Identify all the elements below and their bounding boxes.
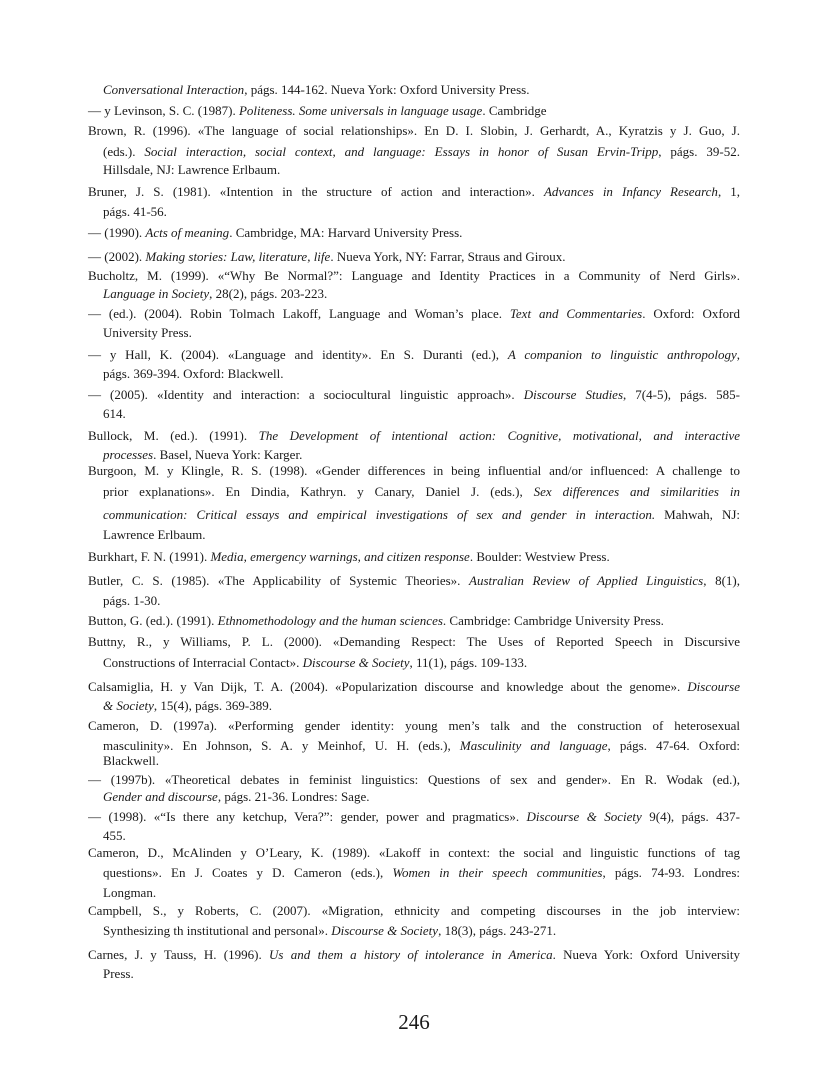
- reference-text: págs. 41-56.: [103, 204, 167, 219]
- reference-text: . Nueva York, NY: Farrar, Straus and Giroux.: [330, 249, 566, 264]
- reference-text: — (1990).: [88, 225, 146, 240]
- italic-title-text: Discourse & Society: [331, 923, 439, 938]
- reference-text: , págs. 39-52.: [658, 144, 740, 159]
- reference-text: Campbell, S., y Roberts, C. (2007). «Migration, ethnicity and competing discourses in the job interview:: [88, 903, 740, 918]
- reference-text: . Boulder: Westview Press.: [469, 549, 610, 564]
- reference-continuation-line: [103, 204, 740, 220]
- italic-title-text: The Development of intentional action: Cognitive, motivational, and interactive: [258, 428, 740, 443]
- reference-text: prior explanations». En Dindia, Kathryn. y Canary, Daniel J. (eds.),: [103, 484, 534, 499]
- reference-text: Lawrence Erlbaum.: [103, 527, 206, 542]
- reference-entry-line: [88, 947, 740, 963]
- reference-text: Constructions of Interracial Contact».: [103, 655, 303, 670]
- reference-continuation-line: [103, 325, 740, 341]
- italic-title-text: Women in their speech communities: [392, 865, 603, 880]
- reference-text: , 28(2), págs. 203-223.: [209, 286, 328, 301]
- reference-text: Bucholtz, M. (1999). «“Why Be Normal?”: Language and Identity Practices in a Community of Nerd Girls».: [88, 268, 740, 283]
- reference-text: Burkhart, F. N. (1991).: [88, 549, 211, 564]
- reference-text: Buttny, R., y Williams, P. L. (2000). «Demanding Respect: The Uses of Reported Speech in Discursive: [88, 634, 740, 649]
- reference-text: Calsamiglia, H. y Van Dijk, T. A. (2004). «Popularization discourse and knowledge about the genome».: [88, 679, 688, 694]
- reference-text: questions». En J. Coates y D. Cameron (eds.),: [103, 865, 393, 880]
- reference-text: , 8(1),: [703, 573, 740, 588]
- italic-title-text: Politeness. Some universals in language usage: [238, 103, 483, 118]
- reference-text: (eds.).: [103, 144, 145, 159]
- italic-title-text: Advances in Infancy Research: [543, 184, 718, 199]
- reference-continuation-line: [103, 828, 740, 844]
- reference-continuation-line: [103, 738, 740, 754]
- reference-continuation-line: [103, 144, 740, 160]
- reference-entry-line: [88, 463, 740, 479]
- reference-text: Cameron, D. (1997a). «Performing gender identity: young men’s talk and the construction of heterosexual: [88, 718, 740, 733]
- reference-entry-line: [88, 809, 740, 825]
- page-number: 246: [398, 1010, 430, 1034]
- reference-text: , págs. 47-64. Oxford:: [607, 738, 740, 753]
- reference-text: Synthesizing th institutional and personal».: [103, 923, 332, 938]
- reference-continuation-line: [103, 655, 740, 671]
- reference-text: Bullock, M. (ed.). (1991).: [88, 428, 259, 443]
- italic-title-text: Sex differences and similarities in: [533, 484, 740, 499]
- reference-text: . Cambridge: Cambridge University Press.: [442, 613, 664, 628]
- reference-entry-line: [88, 249, 740, 265]
- reference-text: , 7(4-5), págs. 585-: [623, 387, 740, 402]
- reference-continuation-line: [103, 593, 740, 609]
- reference-text: . Nueva York: Oxford University: [552, 947, 740, 962]
- italic-title-text: Making stories: Law, literature, life: [145, 249, 331, 264]
- reference-text: ,: [736, 347, 740, 362]
- italic-title-text: processes: [103, 447, 154, 462]
- reference-continuation-line: [103, 865, 740, 881]
- reference-text: 455.: [103, 828, 126, 843]
- italic-title-text: A companion to linguistic anthropology: [507, 347, 737, 362]
- reference-text: Button, G. (ed.). (1991).: [88, 613, 218, 628]
- reference-entry-line: [88, 347, 740, 363]
- reference-entry-line: [88, 225, 740, 241]
- reference-entry-line: [88, 573, 740, 589]
- reference-text: — (ed.). (2004). Robin Tolmach Lakoff, Language and Woman’s place.: [88, 306, 510, 321]
- reference-continuation-line: [103, 923, 740, 939]
- reference-text: Blackwell.: [103, 753, 159, 768]
- italic-title-text: Discourse Studies: [523, 387, 624, 402]
- reference-text: , págs. 21-36. Londres: Sage.: [217, 789, 370, 804]
- reference-text: . Oxford: Oxford: [642, 306, 740, 321]
- reference-text: págs. 369-394. Oxford: Blackwell.: [103, 366, 284, 381]
- reference-text: , 15(4), págs. 369-389.: [153, 698, 272, 713]
- reference-text: , 1,: [717, 184, 740, 199]
- italic-title-text: communication: Critical essays and empirical investigations of sex and gender in interaction.: [103, 507, 656, 522]
- reference-text: Press.: [103, 966, 134, 981]
- reference-entry-line: [88, 845, 740, 861]
- italic-title-text: Conversational Interaction: [103, 82, 245, 97]
- reference-entry-line: [88, 903, 740, 919]
- reference-continuation-line: [103, 406, 740, 422]
- reference-text: Butler, C. S. (1985). «The Applicability of Systemic Theories».: [88, 573, 470, 588]
- reference-continuation-line: [103, 966, 740, 982]
- reference-text: , 18(3), págs. 243-271.: [438, 923, 557, 938]
- reference-text: masculinity». En Johnson, S. A. y Meinhof, U. H. (eds.),: [103, 738, 460, 753]
- reference-continuation-line: [103, 162, 740, 178]
- reference-entry-line: [88, 634, 740, 650]
- italic-title-text: Us and them a history of intolerance in America: [269, 947, 553, 962]
- italic-title-text: Discourse: [687, 679, 740, 694]
- reference-text: 614.: [103, 406, 126, 421]
- reference-entry-line: [88, 268, 740, 284]
- reference-continuation-line: [103, 484, 740, 500]
- italic-title-text: Ethnomethodology and the human sciences: [217, 613, 443, 628]
- reference-text: , 11(1), págs. 109-133.: [409, 655, 528, 670]
- reference-text: , págs. 74-93. Londres:: [602, 865, 740, 880]
- reference-entry-line: [88, 549, 740, 565]
- reference-entry-line: [88, 428, 740, 444]
- italic-title-text: Gender and discourse: [103, 789, 218, 804]
- reference-text: — y Levinson, S. C. (1987).: [88, 103, 239, 118]
- italic-title-text: Text and Commentaries: [509, 306, 643, 321]
- italic-title-text: Discourse & Society: [526, 809, 642, 824]
- reference-text: págs. 1-30.: [103, 593, 161, 608]
- italic-title-text: Australian Review of Applied Linguistics: [469, 573, 704, 588]
- reference-continuation-line: [103, 885, 740, 901]
- reference-text: — (2005). «Identity and interaction: a sociocultural linguistic approach».: [88, 387, 524, 402]
- reference-continuation-line: [103, 447, 740, 463]
- reference-entry-line: [88, 679, 740, 695]
- reference-text: Carnes, J. y Tauss, H. (1996).: [88, 947, 270, 962]
- italic-title-text: Masculinity and language: [459, 738, 608, 753]
- italic-title-text: Social interaction, social context, and language: Essays in honor of Susan Ervin-Tripp: [144, 144, 659, 159]
- reference-text: . Basel, Nueva York: Karger.: [153, 447, 303, 462]
- reference-text: . Cambridge: [482, 103, 547, 118]
- reference-continuation-line: [103, 527, 740, 543]
- reference-continuation-line: [103, 366, 740, 382]
- reference-text: Mahwah, NJ:: [655, 507, 740, 522]
- italic-title-text: & Society: [103, 698, 154, 713]
- reference-entry-line: [88, 718, 740, 734]
- reference-text: Hillsdale, NJ: Lawrence Erlbaum.: [103, 162, 281, 177]
- reference-text: , págs. 144-162. Nueva York: Oxford University Press.: [244, 82, 530, 97]
- reference-continuation-line: [103, 286, 740, 302]
- italic-title-text: Media, emergency warnings, and citizen response: [210, 549, 470, 564]
- reference-text: Bruner, J. S. (1981). «Intention in the structure of action and interaction».: [88, 184, 544, 199]
- reference-continuation-line: [103, 82, 740, 98]
- reference-continuation-line: [103, 507, 740, 523]
- reference-entry-line: [88, 123, 740, 139]
- reference-text: — y Hall, K. (2004). «Language and identity». En S. Duranti (ed.),: [88, 347, 508, 362]
- reference-text: — (1997b). «Theoretical debates in feminist linguistics: Questions of sex and gender». En R. Wodak (ed.),: [88, 772, 740, 787]
- reference-continuation-line: [103, 698, 740, 714]
- reference-entry-line: [88, 103, 740, 119]
- reference-text: Brown, R. (1996). «The language of social relationships». En D. I. Slobin, J. Gerhardt, A., Kyratzis y J. Guo, J.: [88, 123, 740, 138]
- reference-entry-line: [88, 387, 740, 403]
- italic-title-text: Discourse & Society: [302, 655, 410, 670]
- reference-text: — (1998). «“Is there any ketchup, Vera?”: gender, power and pragmatics».: [88, 809, 527, 824]
- reference-text: 9(4), págs. 437-: [641, 809, 740, 824]
- reference-entry-line: [88, 772, 740, 788]
- reference-text: Longman.: [103, 885, 157, 900]
- reference-entry-line: [88, 184, 740, 200]
- reference-continuation-line: [103, 753, 740, 769]
- reference-text: Cameron, D., McAlinden y O’Leary, K. (1989). «Lakoff in context: the social and linguistic functions of tag: [88, 845, 740, 860]
- reference-continuation-line: [103, 789, 740, 805]
- reference-text: — (2002).: [88, 249, 146, 264]
- reference-entry-line: [88, 306, 740, 322]
- reference-text: . Cambridge, MA: Harvard University Press.: [229, 225, 463, 240]
- reference-text: Burgoon, M. y Klingle, R. S. (1998). «Gender differences in being influential and/or influenced: A challenge to: [88, 463, 740, 478]
- italic-title-text: Acts of meaning: [145, 225, 230, 240]
- reference-entry-line: [88, 613, 740, 629]
- reference-text: University Press.: [103, 325, 192, 340]
- italic-title-text: Language in Society: [103, 286, 210, 301]
